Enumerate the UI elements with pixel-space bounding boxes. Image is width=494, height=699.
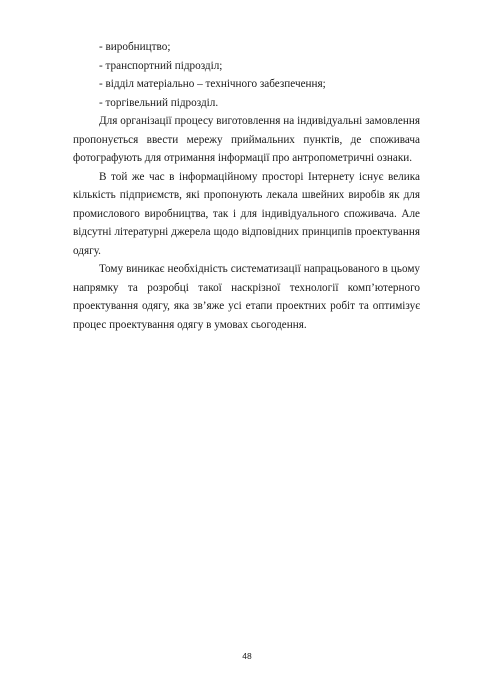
body-text (73, 38, 420, 334)
list-item-trade: - торгівельний підрозділ. (99, 96, 219, 109)
page-number: 48 (242, 651, 252, 661)
paragraph-systematization: Тому виникає необхідність систематизації напрацьованого в цьому напрямку та розробці такої наскрізної технології комп’ютерного проектування одягу, яка зв’яже усі етапи проектних робіт та оптимізує процес проектування одягу в умовах сьогодення. (73, 263, 420, 331)
paragraph-internet-patterns: В той же час в інформаційному просторі Інтернету існує велика кількість підприємств, які пропонують лекала швейних виробів як для промислового виробництва, так і для індивідуального споживача. Але відсутні літературні джерела щодо відповідних принципів проектування одягу. (73, 170, 420, 257)
list-item-supply: - відділ матеріально – технічного забезпечення; (99, 78, 326, 90)
list-item-transport: - транспортний підрозділ; (99, 59, 223, 72)
paragraph-reception-points: Для організації процесу виготовлення на індивідуальні замовлення пропонується ввести мережу приймальних пунктів, де споживача фотографують для отримання інформації про антропометричні ознаки. (73, 115, 420, 164)
list-item-production: - виробництво; (99, 41, 171, 53)
